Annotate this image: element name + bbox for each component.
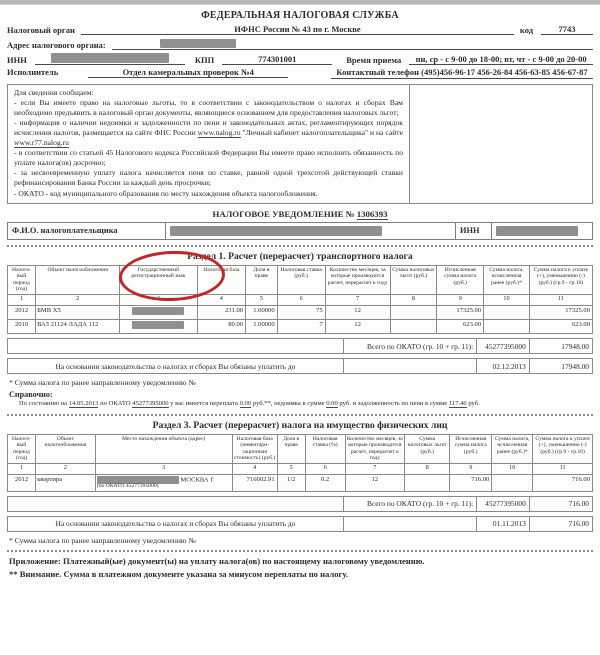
executor-row <box>7 67 593 79</box>
pay-due-date: 02.12.2013 <box>477 359 530 374</box>
p-col-benefits: Сумма налоговых льгот (руб.) <box>405 434 450 463</box>
p-total-okato-label: Всего по ОКАТО (гр. 10 + гр. 11): <box>343 496 476 511</box>
vaz-benefits <box>390 320 437 334</box>
col-tax-base: Налоговая база <box>197 265 246 294</box>
dotted-separator-2 <box>7 414 593 416</box>
code-group <box>520 24 593 35</box>
p-col-earlier: Сумма налога, исчисленная ранее (руб.)* <box>492 434 533 463</box>
apt-object: квартира <box>36 474 96 491</box>
p-col-object: Объект налогообложения <box>36 434 96 463</box>
empty-stamp-box <box>410 85 592 203</box>
bmw-year: 2012 <box>8 306 36 320</box>
apt-city: МОСКВА Г <box>180 476 215 484</box>
redacted-taxpayer-inn <box>496 226 578 236</box>
info-item-websites-text1: - информация о наличии недоимки и задолженности по пени и законодательных актах, регламентирующих порядок исчисления налогов, размещается на сайте ФНС России <box>14 117 403 137</box>
total-okato-label: Всего по ОКАТО (гр. 10 + гр. 11): <box>343 339 476 354</box>
info-item-okato: - ОКАТО - код муниципального образования по месту нахождения объекта налогообложения. <box>14 188 318 198</box>
p-colnum-1: 1 <box>8 463 36 474</box>
attachment-line: Приложение: Платежный(ые) документ(ы) на уплату налога(ов) по настоящему налоговому уведомлению. <box>9 555 425 566</box>
tax-authority-value: ИФНС России № 43 по г. Москве <box>81 24 514 35</box>
apt-share: 1/2 <box>277 474 305 491</box>
ref-date: 14.05.2013 <box>68 400 99 408</box>
hours-label: Время приема <box>346 55 402 65</box>
information-box <box>7 84 593 204</box>
col-calculated: Исчисленная сумма налога (руб.) <box>437 265 484 294</box>
transport-row-bmw <box>8 306 593 320</box>
section3 <box>7 420 593 545</box>
hours-value: пн, ср - с 9-00 до 18-00; вт, чт - с 9-00 до 20-00 <box>409 54 593 65</box>
column-numbers-row <box>8 295 593 306</box>
section3-footnote: * Сумма налога по ранее направленному уведомлению № <box>9 535 196 545</box>
inn-kpp-row <box>7 52 593 65</box>
taxpayer-inn-value <box>492 223 592 239</box>
apt-base: 716002.91 <box>232 474 277 491</box>
section1-footnote: * Сумма налога по ранее направленному уведомлению № <box>9 378 196 388</box>
taxpayer-inn-label: ИНН <box>456 223 492 239</box>
p-colnum-10: 10 <box>492 463 533 474</box>
col-months: Количество месяцев, за которые производится расчет, перерасчет к году <box>325 265 390 294</box>
phone-label: Контактный телефон <box>336 67 420 77</box>
inn-value-line <box>35 52 185 65</box>
ref-okato: 45277395000 <box>132 400 169 408</box>
vaz-base: 89.00 <box>197 320 246 334</box>
info-item-benefits: - если Вы имеете право на налоговые льготы, то в соответствии с законодательством о налогах и сборах Вам необходимо предъявить в налоговый орган документы, являющиеся основанием для предоставления налоговых льгот; <box>14 97 403 117</box>
colnum-7: 7 <box>325 295 390 306</box>
apt-year: 2012 <box>8 474 36 491</box>
bmw-earlier <box>484 306 530 320</box>
vaz-year: 2010 <box>8 320 36 334</box>
transport-header-row <box>8 265 593 294</box>
p-colnum-4: 4 <box>232 463 277 474</box>
vaz-months: 12 <box>325 320 390 334</box>
property-total-row <box>7 496 593 512</box>
info-item-websites <box>14 118 403 148</box>
nalog-ru-link: www.nalog.ru <box>197 128 241 137</box>
notification-title-text: НАЛОГОВОЕ УВЕДОМЛЕНИЕ № <box>212 208 355 219</box>
p-col-calculated: Исчисленная сумма налога (руб.) <box>450 434 492 463</box>
col-reg-plate: Государственный регистрационный знак <box>120 265 197 294</box>
colnum-6: 6 <box>277 295 325 306</box>
property-pay-row <box>7 516 593 532</box>
redacted-address <box>160 39 236 48</box>
info-item-penalty: - за несвоевременную уплату налога начисляется пеня по ставке, равной одной трехсотой действующей ставки рефинансирования Банка России за каждый день просрочки; <box>14 168 403 188</box>
p-col-months: Количество месяцев, за которые производится расчет, перерасчет к году <box>345 434 405 463</box>
pay-due-label: На основании законодательства о налогах и сборах Вы обязаны уплатить до <box>8 359 344 374</box>
ref-text-3: у вас имеется переплата <box>168 400 240 408</box>
total-empty-cell <box>8 339 344 354</box>
p-column-numbers-row <box>8 463 593 474</box>
colnum-1: 1 <box>8 295 36 306</box>
p-col-due: Сумма налога к уплате (+), уменьшению (-) (руб.) (гр.9 - гр.10) <box>533 434 593 463</box>
p-pay-due-label: На основании законодательства о налогах и сборах Вы обязаны уплатить до <box>8 516 344 531</box>
p-total-okato-code: 45277395000 <box>477 496 530 511</box>
dotted-separator-3 <box>7 550 593 552</box>
vaz-rate: 7 <box>277 320 325 334</box>
p-col-share: Доля в праве <box>277 434 305 463</box>
col-earlier: Сумма налога, исчисленная ранее (руб.)* <box>484 265 530 294</box>
p-pay-empty-cell <box>343 516 476 531</box>
warning-line: ** Внимание. Сумма в платежном документе указана за минусом переплаты по налогу. <box>9 568 349 579</box>
p-pay-due-date: 01.11.2013 <box>477 516 530 531</box>
address-label: Адрес налогового органа: <box>7 40 106 50</box>
property-tax-table <box>7 434 593 492</box>
dotted-separator-1 <box>7 245 593 247</box>
p-colnum-9: 9 <box>450 463 492 474</box>
bmw-calculated: 17325.00 <box>437 306 484 320</box>
vaz-plate <box>120 320 197 334</box>
code-value: 7743 <box>541 24 593 35</box>
property-row-apartment <box>8 474 593 491</box>
p-colnum-7: 7 <box>345 463 405 474</box>
contact-phone <box>331 67 593 79</box>
bmw-share: 1.00000 <box>246 306 278 320</box>
p-col-tax-period: Налого- вый период (год) <box>8 434 36 463</box>
vaz-object: ВАЗ 21124 ЛАДА 112 <box>36 320 120 334</box>
colnum-3: 3 <box>120 295 197 306</box>
vaz-earlier <box>484 320 530 334</box>
bmw-months: 12 <box>325 306 390 320</box>
tax-authority-label: Налоговый орган <box>7 25 75 35</box>
bmw-object: БМВ Х5 <box>36 306 120 320</box>
address-row <box>7 37 593 50</box>
redacted-fio <box>170 226 382 236</box>
info-item-early-payment: - в соответствии со статьей 45 Налогового кодекса Российской Федерации Вы имеете право исполнить обязанность по уплате налога(ов) досрочно; <box>14 148 403 168</box>
colnum-4: 4 <box>197 295 246 306</box>
apt-rate: 0.2 <box>305 474 345 491</box>
col-share: Доля в праве <box>246 265 278 294</box>
r77-nalog-ru-link: www.r77.nalog.ru <box>14 138 69 148</box>
ref-penalty: 117.46 <box>448 400 467 408</box>
colnum-5: 5 <box>246 295 278 306</box>
tax-authority-row <box>7 24 593 35</box>
bmw-rate: 75 <box>277 306 325 320</box>
p-total-okato-sum: 716.00 <box>529 496 592 511</box>
p-col-tax-base: Налоговая база (инвентари- зационная стоимость) (руб.) <box>232 434 277 463</box>
apt-calculated: 716.00 <box>450 474 492 491</box>
agency-title: ФЕДЕРАЛЬНАЯ НАЛОГОВАЯ СЛУЖБА <box>201 10 399 21</box>
bmw-due: 17325.00 <box>529 306 592 320</box>
info-item-websites-text2: "Личный кабинет налогоплательщика" и на сайте <box>240 128 403 137</box>
bmw-plate <box>120 306 197 320</box>
vaz-due: 623.00 <box>529 320 592 334</box>
redacted-plate-vaz <box>132 321 184 329</box>
p-col-rate: Налоговая ставка (%) <box>305 434 345 463</box>
taxpayer-bar <box>7 222 593 240</box>
p-colnum-8: 8 <box>405 463 450 474</box>
ref-overpay: 0.00 <box>239 400 252 408</box>
section3-title: Раздел 3. Расчет (перерасчет) налога на имущество физических лиц <box>152 419 448 431</box>
reference-label: Справочно: <box>9 390 53 400</box>
colnum-11: 11 <box>529 295 592 306</box>
apt-due: 716.00 <box>533 474 593 491</box>
ref-text-1: По состоянию на <box>19 400 69 408</box>
redacted-inn <box>51 53 169 63</box>
ref-text-6: руб. <box>466 400 480 408</box>
p-colnum-5: 5 <box>277 463 305 474</box>
p-colnum-11: 11 <box>533 463 593 474</box>
vaz-calculated: 623.00 <box>437 320 484 334</box>
apt-okato-note: (по ОКАТО 45277395000) <box>96 483 159 490</box>
inn-label: ИНН <box>7 55 27 65</box>
col-due: Сумма налога к уплате (+), уменьшению (-) (руб.) (гр.9 - гр.10) <box>529 265 592 294</box>
colnum-2: 2 <box>36 295 120 306</box>
apt-benefits <box>405 474 450 491</box>
information-text <box>8 85 410 203</box>
transport-pay-row <box>7 358 593 374</box>
notification-number: 1306393 <box>356 208 388 219</box>
bmw-base: 231.00 <box>197 306 246 320</box>
phone-value: (495)456-96-17 456-26-84 456-63-85 456-67-87 <box>421 67 588 77</box>
ref-text-4: руб.**, недоимка в сумме <box>251 400 327 408</box>
vaz-share: 1.00000 <box>246 320 278 334</box>
section1 <box>7 251 593 387</box>
taxpayer-fio-label: Ф.И.О. налогоплательщика <box>8 223 166 239</box>
code-label: код <box>519 25 533 35</box>
bmw-benefits <box>390 306 437 320</box>
colnum-8: 8 <box>390 295 437 306</box>
ref-text-5: руб. и задолженность по пени в сумме <box>337 400 449 408</box>
redacted-plate-bmw <box>132 307 184 315</box>
tax-notice-document <box>0 5 600 579</box>
ref-text-2: по ОКАТО <box>98 400 133 408</box>
col-object: Объект налогообложения <box>36 265 120 294</box>
reference-line <box>19 400 593 409</box>
address-value-line <box>112 37 593 50</box>
taxpayer-fio-value <box>166 223 456 239</box>
p-col-location: Место нахождения объекта (адрес) <box>95 434 232 463</box>
col-rate: Налоговая ставка (руб.) <box>277 265 325 294</box>
colnum-10: 10 <box>484 295 530 306</box>
notification-title <box>7 209 593 219</box>
info-intro: Для сведения сообщаем: <box>14 87 94 97</box>
executor-label: Исполнитель <box>7 67 59 77</box>
total-okato-code: 45277395000 <box>477 339 530 354</box>
pay-due-sum: 17948.00 <box>529 359 592 374</box>
transport-tax-table <box>7 265 593 334</box>
p-colnum-6: 6 <box>305 463 345 474</box>
apt-earlier <box>492 474 533 491</box>
colnum-9: 9 <box>437 295 484 306</box>
ref-arrears: 0.00 <box>326 400 338 408</box>
property-header-row <box>8 434 593 463</box>
p-total-empty-cell <box>8 496 344 511</box>
transport-total-row <box>7 338 593 354</box>
section1-title: Раздел 1. Расчет (перерасчет) транспортного налога <box>187 250 413 262</box>
kpp-label: КПП <box>194 55 215 65</box>
transport-row-vaz <box>8 320 593 334</box>
total-okato-sum: 17948.00 <box>529 339 592 354</box>
p-colnum-2: 2 <box>36 463 96 474</box>
p-colnum-3: 3 <box>95 463 232 474</box>
apt-months: 12 <box>345 474 405 491</box>
col-tax-period: Налого- вый период (год) <box>8 265 36 294</box>
pay-empty-cell <box>343 359 476 374</box>
apt-address <box>95 474 232 491</box>
col-benefits: Сумма налоговых льгот (руб.) <box>390 265 437 294</box>
executor-value: Отдел камеральных проверок №4 <box>88 67 288 78</box>
p-pay-due-sum: 716.00 <box>529 516 592 531</box>
kpp-value: 774301001 <box>222 54 332 65</box>
